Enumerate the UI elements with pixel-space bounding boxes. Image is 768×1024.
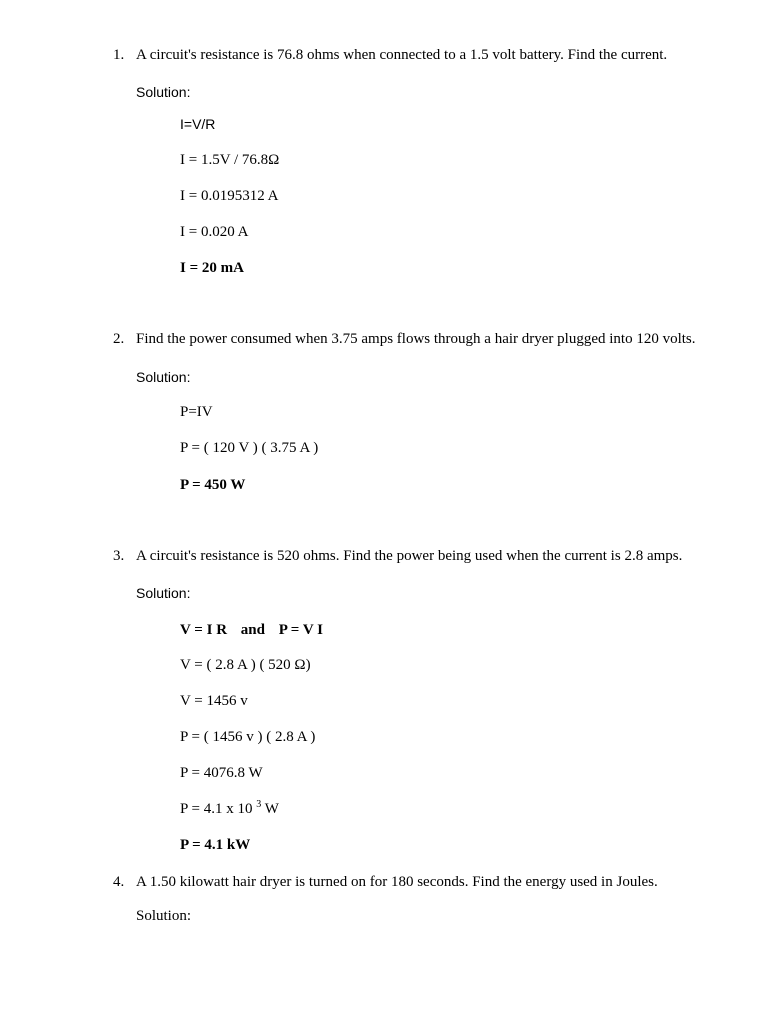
solution-label: Solution:: [136, 585, 191, 601]
equation-step: P = 4076.8 W: [180, 765, 263, 781]
formula-ohms-law: V = I R: [180, 622, 228, 638]
answer: P = 4.1 kW: [180, 837, 251, 853]
problem-question: A 1.50 kilowatt hair dryer is turned on for 180 seconds. Find the energy used in Joules.: [136, 874, 658, 890]
problem-question: A circuit's resistance is 520 ohms. Find the power being used when the current is 2.8 amps.: [136, 548, 683, 564]
equation-step: I = 1.5V / 76.8Ω: [180, 152, 280, 168]
formula-step: [180, 623, 323, 638]
problem-number: 2.: [113, 331, 125, 347]
problem-number: 4.: [113, 874, 125, 890]
formula-power: P = V I: [278, 622, 323, 638]
equation-step: V = ( 2.8 A ) ( 520 Ω): [180, 657, 311, 673]
equation-step: P = ( 120 V ) ( 3.75 A ): [180, 440, 319, 456]
scientific-exponent: 3: [256, 799, 262, 810]
problem-number: 1.: [113, 47, 125, 63]
scientific-unit: W: [264, 801, 279, 817]
problem-question: A circuit's resistance is 76.8 ohms when connected to a 1.5 volt battery. Find the current.: [136, 47, 668, 63]
problem-question: Find the power consumed when 3.75 amps flows through a hair dryer plugged into 120 volts.: [136, 331, 696, 347]
scientific-base: P = 4.1 x 10: [180, 801, 253, 817]
solution-label: Solution:: [136, 369, 191, 385]
solution-label: Solution:: [136, 908, 192, 924]
problem-number: 3.: [113, 548, 125, 564]
equation-step: V = 1456 v: [180, 693, 248, 709]
equation-step: I = 0.020 A: [180, 224, 249, 240]
solution-label: Solution:: [136, 84, 191, 100]
answer: P = 450 W: [180, 477, 246, 493]
answer: I = 20 mA: [180, 260, 244, 276]
equation-step: I=V/R: [180, 116, 216, 132]
formula-conjunction: and: [240, 622, 265, 638]
equation-step: P = ( 1456 v ) ( 2.8 A ): [180, 729, 316, 745]
equation-step: I = 0.0195312 A: [180, 188, 279, 204]
equation-step: P=IV: [180, 404, 213, 420]
equation-step-scientific: [180, 799, 279, 817]
